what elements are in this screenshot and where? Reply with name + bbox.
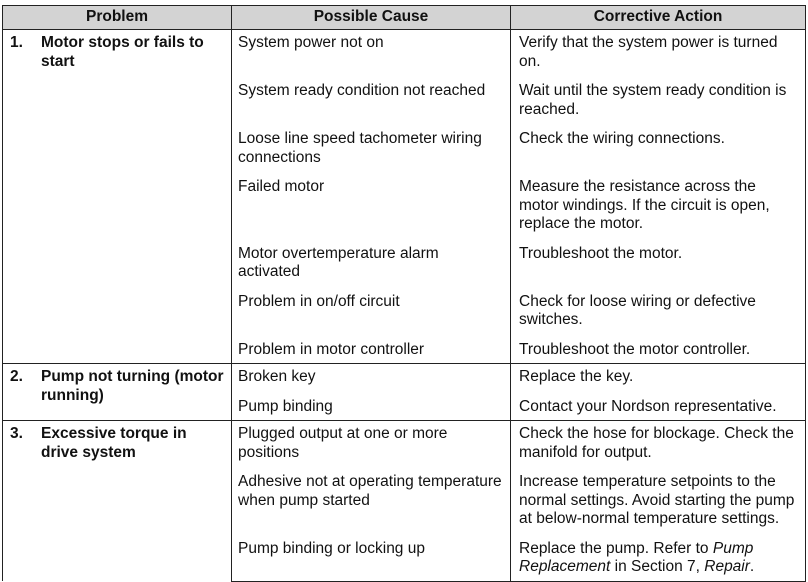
cause-cell (232, 174, 511, 241)
cause-cell (232, 126, 511, 174)
action-text: Check the wiring connections. (519, 130, 725, 147)
cause-text: System ready condition not reached (238, 82, 486, 99)
action-text: Measure the resistance across the motor windings. If the circuit is open, replace the motor. (519, 178, 770, 232)
action-text: Contact your Nordson representative. (519, 397, 777, 415)
action-text: Check for loose wiring or defective switches. (519, 292, 756, 328)
cause-text: Pump binding (238, 397, 333, 415)
cause-cell (232, 241, 511, 289)
cause-text: Problem in motor controller (238, 340, 425, 358)
action-cell (511, 174, 806, 241)
action-text-mid: in Section 7, (610, 558, 705, 575)
action-text: Replace the key. (519, 368, 634, 385)
action-cell (511, 30, 806, 79)
cause-text: Motor overtemperature alarm activated (238, 244, 439, 280)
action-cell (511, 337, 806, 364)
problem-title: Pump not turning (motor running) (41, 368, 224, 404)
action-text (511, 536, 805, 581)
cause-cell (232, 421, 511, 470)
section-name-reference: Repair (704, 558, 750, 575)
cause-cell (232, 536, 511, 582)
cause-cell (232, 30, 511, 79)
action-text: Wait until the system ready condition is reached. (519, 82, 787, 118)
action-text: Troubleshoot the motor. (519, 244, 683, 262)
cause-text: Pump binding or locking up (238, 539, 425, 557)
cause-cell (232, 337, 511, 364)
action-cell (511, 126, 806, 174)
problem-title: Excessive torque in drive system (41, 425, 187, 461)
action-text: Increase temperature setpoints to the normal settings. Avoid starting the pump at below-normal temperature settings. (519, 473, 795, 527)
action-text-lead: Replace the pump. Refer to (519, 539, 713, 557)
cause-text: Plugged output at one or more positions (238, 425, 448, 461)
problem-title: Motor stops or fails to start (41, 34, 204, 70)
cause-cell (232, 469, 511, 536)
problem-number: 3. (10, 425, 23, 442)
action-cell (511, 536, 806, 582)
cause-cell (232, 394, 511, 421)
header-corrective-action: Corrective Action (511, 6, 806, 30)
action-cell (511, 289, 806, 337)
header-problem: Problem (3, 6, 232, 30)
action-text: Troubleshoot the motor controller. (519, 340, 751, 358)
cause-text: Problem in on/off circuit (238, 292, 400, 310)
cause-text: Failed motor (238, 178, 325, 195)
cause-text: Broken key (238, 368, 316, 385)
problem-number: 2. (10, 368, 23, 385)
action-cell (511, 421, 806, 470)
section-reference: Pump Replacement (519, 539, 754, 575)
cause-text: System power not on (238, 34, 384, 51)
problem-cell (3, 30, 232, 364)
cause-cell (232, 289, 511, 337)
action-cell (511, 78, 806, 126)
troubleshooting-table (2, 5, 806, 582)
cause-text: Loose line speed tachometer wiring connections (238, 130, 482, 166)
header-row (3, 6, 806, 30)
action-cell (511, 241, 806, 289)
table-row (3, 421, 806, 470)
action-text-end: . (749, 558, 755, 575)
cause-text: Adhesive not at operating temperature when pump started (238, 473, 502, 509)
problem-cell (3, 421, 232, 582)
header-possible-cause: Possible Cause (232, 6, 511, 30)
problem-cell (3, 364, 232, 421)
cause-cell (232, 78, 511, 126)
table-row (3, 30, 806, 79)
action-text: Check the hose for blockage. Check the manifold for output. (519, 425, 794, 461)
cause-cell (232, 364, 511, 394)
action-cell (511, 364, 806, 394)
problem-number: 1. (10, 34, 23, 51)
table-row (3, 364, 806, 394)
action-cell (511, 469, 806, 536)
action-cell (511, 394, 806, 421)
action-text: Verify that the system power is turned on. (519, 34, 778, 70)
